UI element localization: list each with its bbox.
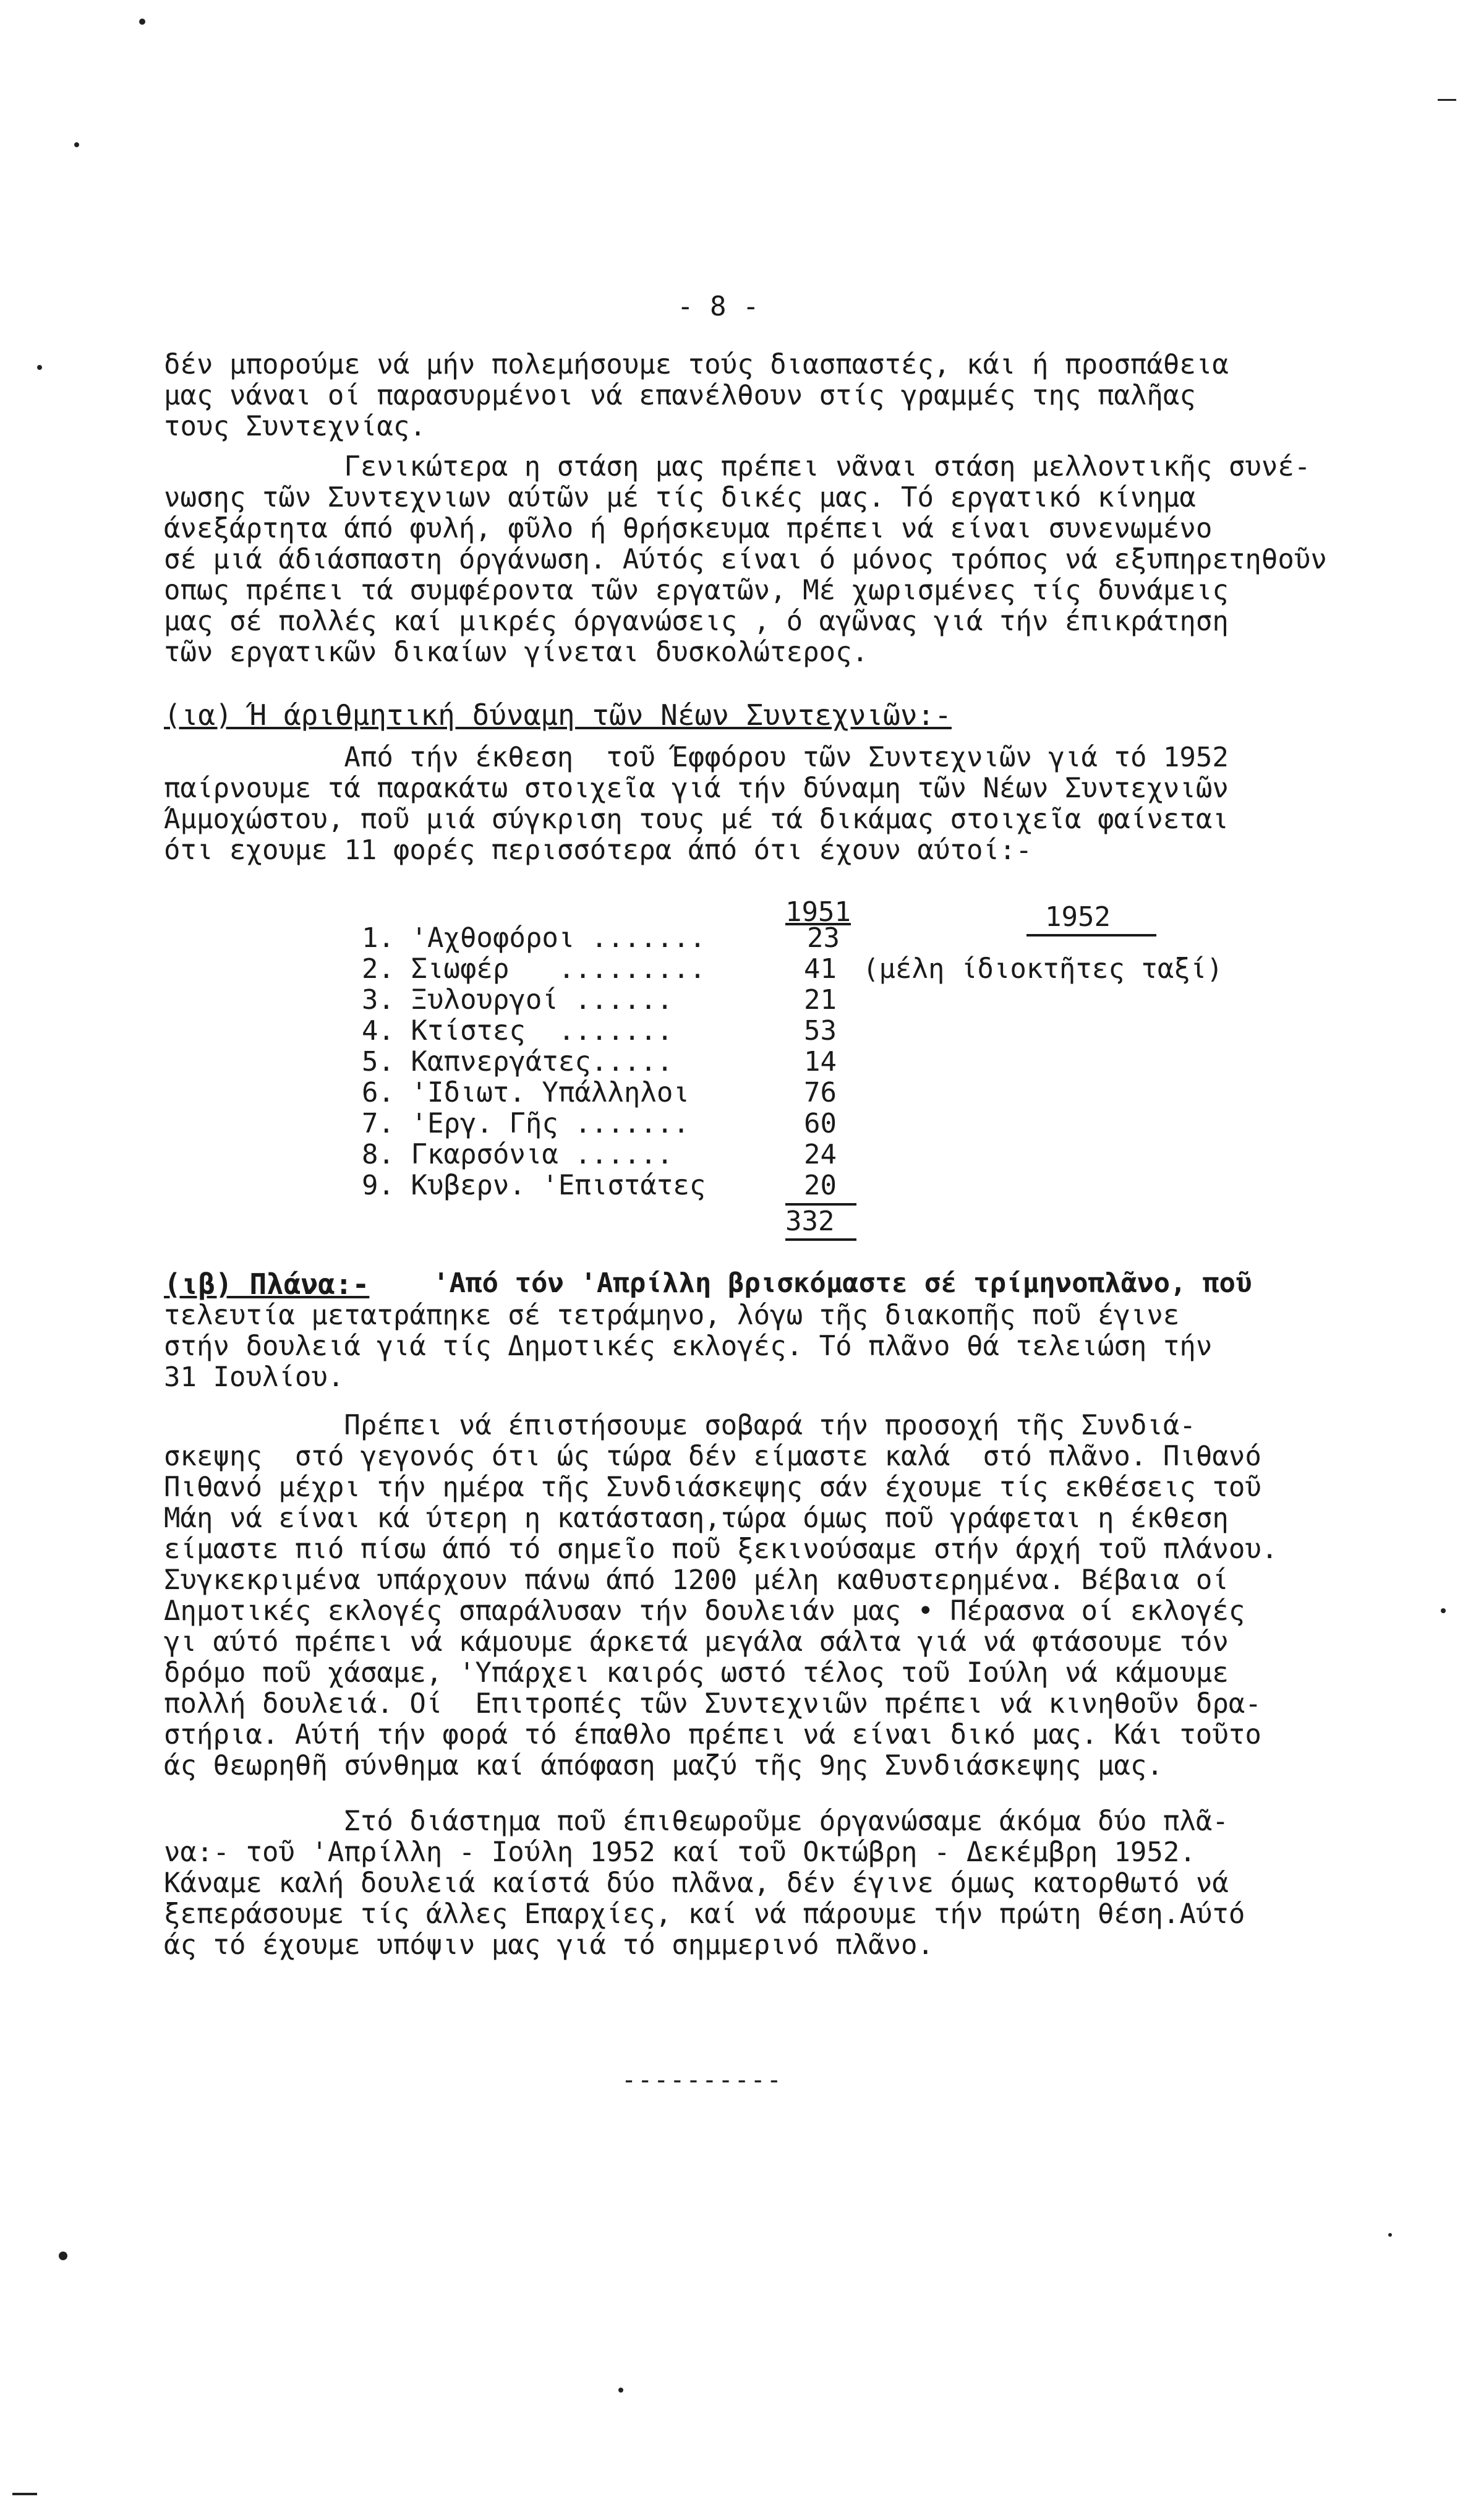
list-item-value: 20 [804, 1170, 837, 1201]
scan-speck [139, 19, 145, 25]
scan-speck [74, 142, 79, 147]
section-heading-numerical-strength: (ια) Ή άριθμητική δύναμη τῶν Νέων Συντεχνιῶν:- [164, 698, 952, 732]
paragraph-plans: τελευτία μετατράπηκε σέ τετράμηνο, λόγω τῆς διακοπῆς ποῦ έγινε στήν δουλειά γιά τίς Δημοτικές εκλογές. Τό πλᾶνο θά τελειώση τήν 31 Ιουλίου. [164, 1300, 1213, 1393]
end-divider: ---------- [621, 2066, 783, 2094]
total-rule [785, 1238, 856, 1241]
paragraph-conference-warning: Πρέπει νά έπιστήσουμε σοβαρά τήν προσοχή τῆς Συνδιά- σκεψης στό γεγονός ότι ώς τώρα δέν είμαστε καλά στό πλᾶνο. Πιθανό Πιθανό μέχρι τήν ημέρα τῆς Συνδιάσκεψης σάν έχουμε τίς εκθέσεις τοῦ Μάη νά είναι κά ύτερη η κατάσταση,τώρα όμως ποῦ γράφεται η έκθεση είμαστε πιό πίσω άπό τό σημεῖο ποῦ ξεκινούσαμε στήν άρχή τοῦ πλάνου. Συγκεκριμένα υπάρχουν πάνω άπό 1200 μέλη καθυστερημένα. Βέβαια οί Δημοτικές εκλογές σπαράλυσαν τήν δουλειάν μας • Πέρασνα οί εκλογές γι αύτό πρέπει νά κάμουμε άρκετά μεγάλα σάλτα γιά νά φτάσουμε τόν δρόμο ποῦ χάσαμε, 'Υπάρχει καιρός ωστό τέλος τοῦ Ιούλη νά κάμουμε πολλή δουλειά. Οί Επιτροπές τῶν Συντεχνιῶν πρέπει νά κινηθοῦν δρα- στήρια. Αύτή τήν φορά τό έπαθλο πρέπει νά είναι δικό μας. Κάι τοῦτο άς θεωρηθῆ σύνθημα καί άπόφαση μαζύ τῆς 9ης Συνδιάσκεψης μας. [164, 1410, 1278, 1781]
scan-speck [1441, 1608, 1446, 1613]
list-item: 1. 'Αχθοφόροι ....... [362, 922, 706, 954]
scan-speck [1388, 2233, 1392, 2237]
list-item: 3. Ξυλουργοί ...... [362, 984, 673, 1016]
list-item: 2. Σιωφέρ ......... [362, 953, 706, 985]
paragraph-opening: δέν μπορούμε νά μήν πολεμήσουμε τούς διασπαστές, κάι ή προσπάθεια μας νάναι οί παρασυρμένοι νά επανέλθουν στίς γραμμές της παλῆας τους Συντεχνίας. [164, 349, 1229, 442]
column-header-underline [1026, 934, 1156, 936]
list-item-value: 76 [804, 1077, 837, 1108]
list-item: 7. 'Εργ. Γῆς ....... [362, 1108, 689, 1139]
scan-speck [59, 2252, 67, 2260]
list-item-value: 41 [804, 953, 837, 985]
section-heading-plans: (ιβ) Πλάνα:- [164, 1267, 370, 1301]
paragraph-registrar-report: Από τήν έκθεση τοῦ Έφφόρου τῶν Συντεχνιῶν γιά τό 1952 παίρνουμε τά παρακάτω στοιχεῖα γιά τήν δύναμη τῶν Νέων Συντεχνιῶν Άμμοχώστου, ποῦ μιά σύγκριση τους μέ τά δικάμας στοιχεῖα φαίνεται ότι εχουμε 11 φορές περισσότερα άπό ότι έχουν αύτοί:- [164, 742, 1229, 866]
paragraph-unification: Γενικώτερα η στάση μας πρέπει νᾶναι στάση μελλοντικῆς συνέ- νωσης τῶν Συντεχνιων αύτῶν μέ τίς δικές μας. Τό εργατικό κίνημα άνεξάρτητα άπό φυλή, φῦλο ή θρήσκευμα πρέπει νά είναι συνενωμένο σέ μιά άδιάσπαστη όργάνωση. Αύτός είναι ό μόνος τρόπος νά εξυπηρετηθοῦν οπως πρέπει τά συμφέροντα τῶν εργατῶν, Μέ χωρισμένες τίς δυνάμεις μας σέ πολλές καί μικρές όργανώσεις , ό αγῶνας γιά τήν έπικράτηση τῶν εργατικῶν δικαίων γίνεται δυσκολώτερος. [164, 451, 1327, 668]
list-item: 5. Καπνεργάτες..... [362, 1046, 673, 1078]
list-item-value: 60 [804, 1108, 837, 1139]
total-value: 332 [785, 1206, 835, 1237]
list-item-value: 14 [804, 1046, 837, 1078]
scan-speck [1438, 99, 1456, 101]
list-item: 9. Κυβερν. 'Επιστάτες [362, 1170, 706, 1201]
list-item-value: 23 [807, 922, 840, 954]
drivers-note: (μέλη ίδιοκτῆτες ταξί) [863, 953, 1223, 985]
list-item: 6. 'Ιδιωτ. Υπάλληλοι [362, 1077, 689, 1108]
list-item: 4. Κτίστες ....... [362, 1015, 673, 1047]
scan-speck [37, 365, 42, 370]
page-number: - 8 - [677, 291, 759, 322]
list-item-value: 53 [804, 1015, 837, 1047]
list-item-value: 21 [804, 984, 837, 1016]
column-header-1952: 1952 [1045, 901, 1111, 933]
list-item-value: 24 [804, 1139, 837, 1170]
paragraph-plans-first-line: 'Από τόν 'Απρίλλη βρισκόμαστε σέ τρίμηνοπλᾶνο, ποῦ [433, 1267, 1252, 1299]
scan-speck [618, 2388, 623, 2393]
scan-speck [12, 2493, 37, 2495]
list-item: 8. Γκαρσόνια ...... [362, 1139, 673, 1170]
column-header-1951: 1951 [785, 896, 851, 928]
paragraph-inspection-period: Στό διάστημα ποῦ έπιθεωροῦμε όργανώσαμε άκόμα δύο πλᾶ- να:- τοῦ 'Απρίλλη - Ιούλη 1952 καί τοῦ Οκτώβρη - Δεκέμβρη 1952. Κάναμε καλή δουλειά καίστά δύο πλᾶνα, δέν έγινε όμως κατορθωτό νά ξεπεράσουμε τίς άλλες Επαρχίες, καί νά πάρουμε τήν πρώτη θέση.Αύτό άς τό έχουμε υπόψιν μας γιά τό σημμερινό πλᾶνο. [164, 1806, 1245, 1961]
